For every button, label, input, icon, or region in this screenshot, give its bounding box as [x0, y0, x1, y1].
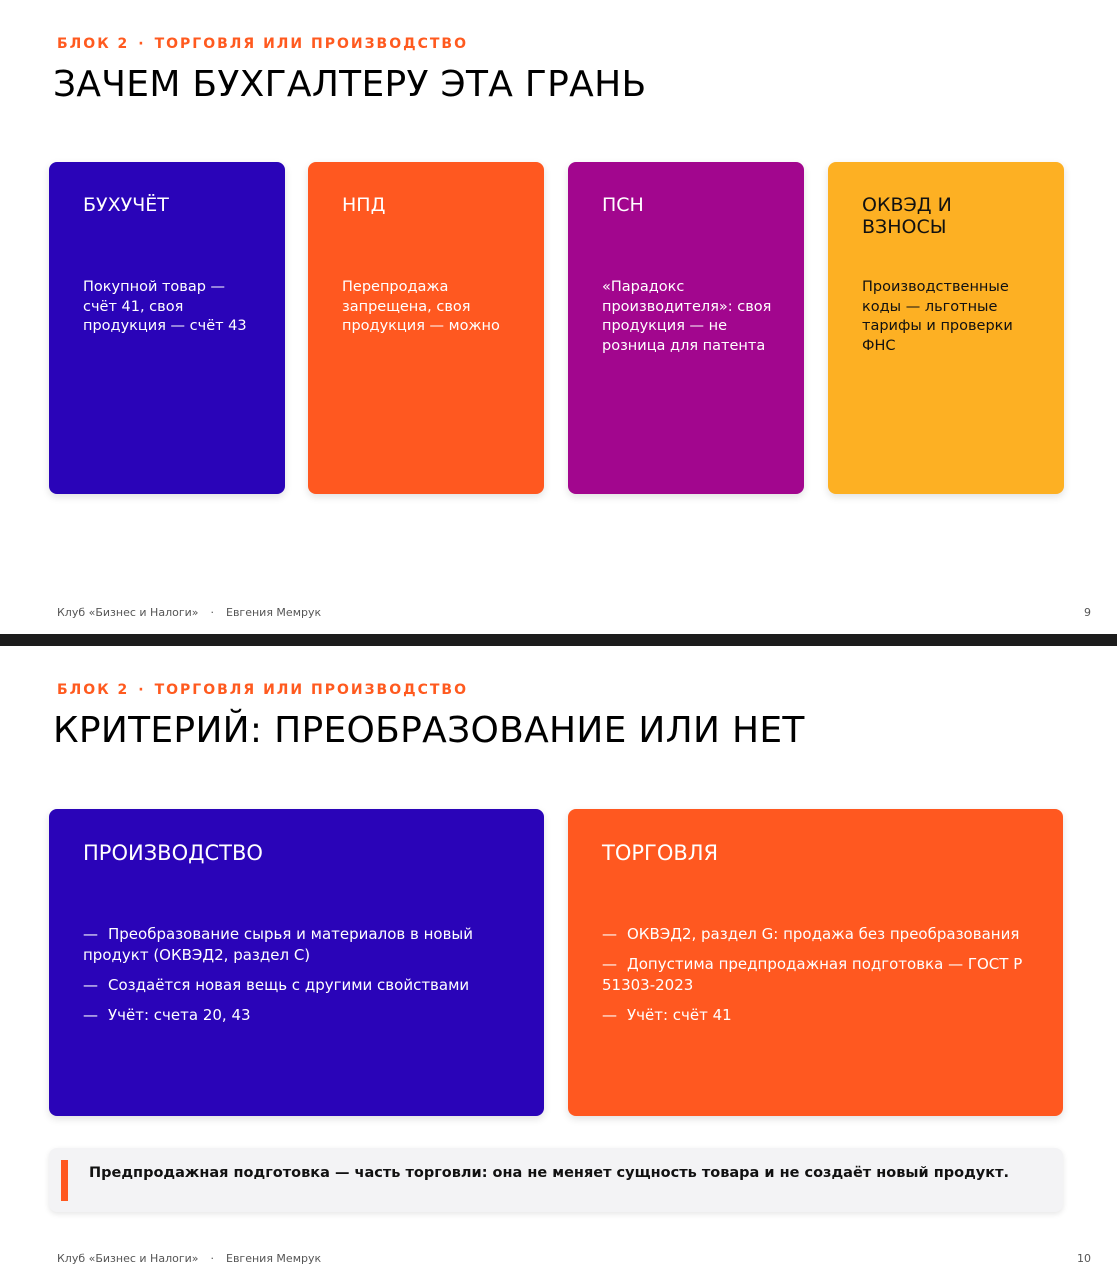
bullet-text: Преобразование сырья и материалов в новый продукт (ОКВЭД2, раздел C)	[83, 925, 474, 964]
card-npd	[308, 162, 544, 494]
card-okved-vznosy	[828, 162, 1064, 494]
card-text: Производственные коды — льготные тарифы и проверки ФНС	[862, 279, 1013, 354]
card-title: БУХУЧЁТ	[83, 194, 169, 216]
list-item	[602, 1005, 1042, 1026]
list-item	[83, 975, 523, 996]
list-item	[83, 924, 523, 966]
slide-title: КРИТЕРИЙ: ПРЕОБРАЗОВАНИЕ ИЛИ НЕТ	[53, 710, 805, 751]
slide-footer	[57, 606, 321, 619]
card-buhuchet	[49, 162, 285, 494]
block-eyebrow	[57, 36, 468, 52]
footer-club: Клуб «Бизнес и Налоги»	[57, 606, 199, 619]
block-label: БЛОК 2	[57, 36, 130, 52]
card-proizvodstvo	[49, 809, 544, 1116]
card-text: Перепродажа запрещена, своя продукция — можно	[342, 279, 500, 334]
list-item	[602, 954, 1042, 996]
block-topic: ТОРГОВЛЯ ИЛИ ПРОИЗВОДСТВО	[154, 682, 468, 698]
bullet-text: Допустима предпродажная подготовка — ГОСТ Р 51303-2023	[602, 955, 1023, 994]
bullet-dash: —	[83, 1006, 98, 1024]
note-text: Предпродажная подготовка — часть торговли: она не меняет сущность товара и не создаёт новый продукт.	[89, 1165, 1009, 1181]
bullet-dash: —	[602, 1006, 617, 1024]
footer-separator: ·	[210, 606, 214, 619]
slide-divider	[0, 634, 1117, 646]
accent-bar	[61, 1160, 68, 1201]
bullet-text: Учёт: счета 20, 43	[108, 1006, 251, 1024]
slide-9	[0, 0, 1117, 634]
bullet-dash: —	[602, 925, 617, 943]
slide-10	[0, 646, 1117, 1280]
bullet-text: Создаётся новая вещь с другими свойствами	[108, 976, 470, 994]
bullet-dash: —	[602, 955, 617, 973]
card-text: Покупной товар — счёт 41, своя продукция — счёт 43	[83, 279, 247, 334]
bullet-list	[83, 924, 523, 1035]
bullet-dash: —	[83, 976, 98, 994]
slide-footer	[57, 1252, 321, 1265]
page-number: 9	[1084, 606, 1091, 619]
bullet-text: ОКВЭД2, раздел G: продажа без преобразования	[627, 925, 1020, 943]
card-title: ПРОИЗВОДСТВО	[83, 841, 263, 865]
eyebrow-separator: ·	[138, 36, 146, 52]
bullet-dash: —	[83, 925, 98, 943]
card-title: ПСН	[602, 194, 644, 216]
footer-author: Евгения Мемрук	[226, 1252, 322, 1265]
callout-note	[49, 1148, 1063, 1212]
page-number: 10	[1077, 1252, 1091, 1265]
card-psn	[568, 162, 804, 494]
slide-title: ЗАЧЕМ БУХГАЛТЕРУ ЭТА ГРАНЬ	[53, 64, 647, 105]
footer-author: Евгения Мемрук	[226, 606, 322, 619]
footer-separator: ·	[210, 1252, 214, 1265]
block-label: БЛОК 2	[57, 682, 130, 698]
bullet-text: Учёт: счёт 41	[627, 1006, 732, 1024]
card-title: ОКВЭД И ВЗНОСЫ	[862, 194, 952, 238]
card-title: ТОРГОВЛЯ	[602, 841, 719, 865]
footer-club: Клуб «Бизнес и Налоги»	[57, 1252, 199, 1265]
list-item	[83, 1005, 523, 1026]
card-torgovlya	[568, 809, 1063, 1116]
bullet-list	[602, 924, 1042, 1035]
block-topic: ТОРГОВЛЯ ИЛИ ПРОИЗВОДСТВО	[154, 36, 468, 52]
card-title: НПД	[342, 194, 386, 216]
list-item	[602, 924, 1042, 945]
eyebrow-separator: ·	[138, 682, 146, 698]
block-eyebrow	[57, 682, 468, 698]
card-text: «Парадокс производителя»: своя продукция — не розница для патента	[602, 279, 772, 354]
